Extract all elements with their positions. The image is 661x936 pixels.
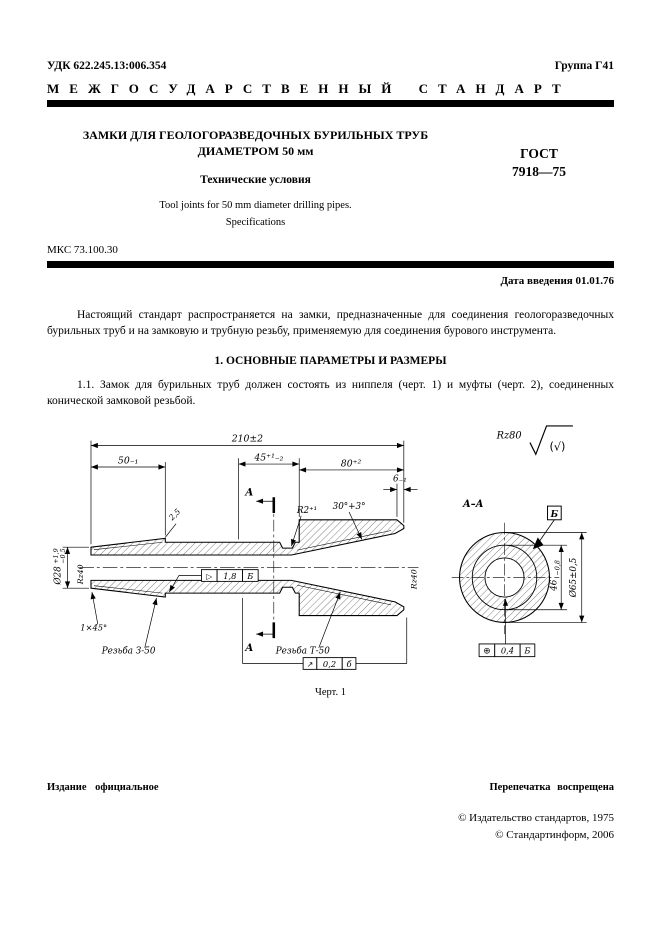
chamfer-25-leader [165, 524, 176, 538]
svg-text:⊕: ⊕ [483, 647, 491, 658]
svg-text:2,5: 2,5 [167, 507, 183, 523]
svg-text:Б: Б [247, 571, 254, 582]
title-english-line1: Tool joints for 50 mm diameter drilling pipes. [159, 200, 352, 212]
title-english [47, 198, 464, 232]
svg-text:1,8: 1,8 [223, 571, 237, 582]
reprint-note: Перепечатка воспрещена [489, 782, 614, 793]
svg-text:↗: ↗ [306, 660, 314, 670]
roughness-note [496, 426, 573, 454]
gost-designation [464, 127, 614, 232]
figure-1 [47, 421, 614, 698]
rz40-left-label [76, 565, 85, 586]
gost-number: 7918—75 [512, 163, 566, 179]
dimension-lines [63, 441, 418, 589]
intro-paragraph: Настоящий стандарт распространяется на замки, предназначенные для соединения геологоразведочных бурильных труб и на замковую и трубную резьбу, применяемую для соединения бурового инструмента. [47, 308, 614, 338]
rz40-right-label [410, 570, 419, 591]
rz80-label: Rz80 [496, 430, 522, 442]
figure-1-drawing [47, 421, 614, 687]
svg-text:+1,9: +1,9 [52, 548, 60, 565]
clause-1-1: 1.1. Замок для бурильных труб должен состоять из ниппеля (черт. 1) и муфты (черт. 2), соединенных конической замковой резьбой. [47, 379, 614, 408]
section-a-bottom-label: А [245, 642, 254, 655]
datum-b-flag [533, 506, 561, 549]
nipple-section-view [79, 520, 418, 616]
nipple-top-wall [91, 520, 404, 555]
thread-box-label: Резьба Т-50 [275, 647, 330, 658]
thread-nipple-label: Резьба З-50 [101, 647, 156, 658]
svg-text:▷: ▷ [206, 572, 213, 582]
dim-80-label: 80⁺² [340, 458, 362, 470]
dim-6-label: 6₋₁ [393, 475, 407, 486]
dim-28-label [52, 549, 67, 586]
divider-bar-bottom [47, 261, 614, 268]
svg-text:0,2: 0,2 [322, 659, 337, 670]
chamfer-145-label: 1×45° [80, 622, 108, 633]
svg-text:Ø28: Ø28 [53, 566, 64, 586]
page-content [47, 0, 614, 698]
copyright-line-1: © Издательство стандартов, 1975 [458, 812, 614, 824]
title-left-column [47, 127, 464, 232]
mks-code: МКС 73.100.30 [47, 243, 118, 256]
document-title-line2: ДИАМЕТРОМ 50 мм [197, 144, 314, 159]
nipple-bottom-wall [91, 581, 404, 616]
svg-text:46: 46 [549, 580, 560, 592]
title-english-line2: Specifications [225, 217, 286, 229]
copyright-block [458, 810, 614, 843]
divider-bar-top [47, 100, 614, 107]
gost-label: ГОСТ [520, 146, 558, 161]
document-title-line1: ЗАМКИ ДЛЯ ГЕОЛОГОРАЗВЕДОЧНЫХ БУРИЛЬНЫХ ТРУБ [82, 128, 429, 142]
document-subtitle: Технические условия [200, 174, 311, 187]
svg-text:Rz40: Rz40 [409, 569, 419, 590]
dim-angle-label: 30°+3° [332, 502, 366, 513]
section-view-a-a [452, 499, 587, 657]
dim-r2-label: R2⁺¹ [296, 506, 318, 517]
dim-45-label: 45⁺¹₋₂ [254, 452, 284, 464]
section-1-heading: 1. ОСНОВНЫЕ ПАРАМЕТРЫ И РАЗМЕРЫ [214, 355, 447, 368]
udk-code: УДК 622.245.13:006.354 [47, 60, 167, 72]
standard-kind-title: МЕЖГОСУДАРСТВЕННЫЙ СТАНДАРТ [47, 81, 571, 96]
thread-nipple-leader [145, 598, 157, 648]
svg-text:−0,5: −0,5 [60, 548, 68, 565]
footer-row [47, 782, 614, 793]
figure-1-caption: Черт. 1 [315, 687, 346, 699]
svg-text:б: б [346, 659, 352, 670]
title-block [47, 127, 614, 232]
effective-date: Дата введения 01.01.76 [500, 274, 614, 287]
section-view-title: А–А [462, 499, 484, 511]
svg-text:0,4: 0,4 [500, 646, 515, 657]
group-code: Группа Г41 [554, 60, 614, 72]
svg-text:−0,8: −0,8 [554, 560, 562, 576]
copyright-line-2: © Стандартинформ, 2006 [495, 828, 614, 841]
svg-text:Б: Б [524, 646, 531, 657]
roughness-others-label: (√) [549, 440, 566, 454]
svg-text:Ø65±0,5: Ø65±0,5 [568, 557, 579, 598]
top-reference-row [47, 60, 614, 72]
dim-50-label: 50₋₁ [117, 455, 139, 467]
dim-210-label: 210±2 [231, 433, 264, 445]
svg-text:Б: Б [550, 510, 559, 521]
chamfer-25-label [166, 507, 182, 523]
svg-text:Rz40: Rz40 [76, 564, 86, 585]
section-a-top-label: А [245, 486, 254, 499]
chamfer-145-leader [92, 592, 98, 624]
edition-note: Издание официальное [47, 782, 159, 793]
